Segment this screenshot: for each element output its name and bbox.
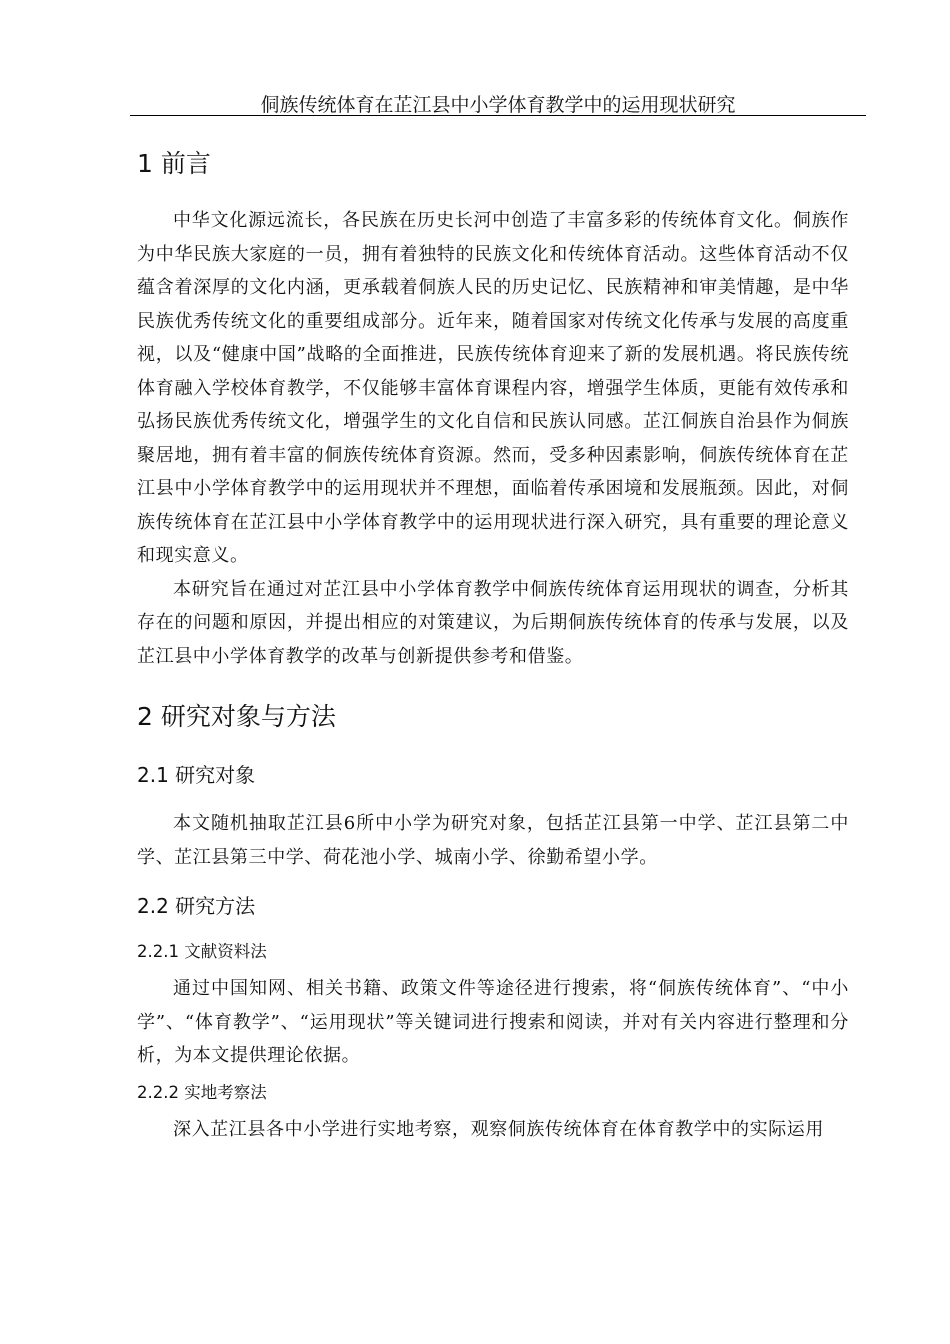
section-2-2-heading: 2.2 研究方法 (137, 894, 256, 918)
section-2-2-1-paragraph: 通过中国知网、相关书籍、政策文件等途径进行搜索，将“侗族传统体育”、“中小学”、“体育教学”、“运用现状”等关键词进行搜索和阅读，并对有关内容进行整理和分析，为本文提供理论依据。 (137, 978, 849, 1066)
running-header: 侗族传统体育在芷江县中小学体育教学中的运用现状研究 (260, 94, 736, 116)
header-rule (130, 115, 866, 116)
section-2-2-2-heading: 2.2.2 实地考察法 (137, 1082, 267, 1102)
section-2-2-2-paragraph: 深入芷江县各中小学进行实地考察，观察侗族传统体育在体育教学中的实际运用 (173, 1118, 824, 1140)
section-1-paragraph-1: 中华文化源远流长，各民族在历史长河中创造了丰富多彩的传统体育文化。侗族作为中华民族大家庭的一员，拥有着独特的民族文化和传统体育活动。这些体育活动不仅蕴含着深厚的文化内涵，更承载着侗族人民的历史记忆、民族精神和审美情趣，是中华民族优秀传统文化的重要组成部分。近年来，随着国家对传统文化传承与发展的高度重视，以及“健康中国”战略的全面推进，民族传统体育迎来了新的发展机遇。将民族传统体育融入学校体育教学，不仅能够丰富体育课程内容，增强学生体质，更能有效传承和弘扬民族优秀传统文化，增强学生的文化自信和民族认同感。芷江侗族自治县作为侗族聚居地，拥有着丰富的侗族传统体育资源。然而，受多种因素影响，侗族传统体育在芷江县中小学体育教学中的运用现状并不理想，面临着传承困境和发展瓶颈。因此，对侗族传统体育在芷江县中小学体育教学中的运用现状进行深入研究，具有重要的理论意义和现实意义。 (137, 210, 849, 566)
page-body (137, 138, 849, 1146)
section-1-paragraph-2: 本研究旨在通过对芷江县中小学体育教学中侗族传统体育运用现状的调查，分析其存在的问题和原因，并提出相应的对策建议，为后期侗族传统体育的传承与发展，以及芷江县中小学体育教学的改革与创新提供参考和借鉴。 (137, 578, 849, 667)
section-2-1-heading: 2.1 研究对象 (137, 763, 256, 787)
section-2-2-1-heading: 2.2.1 文献资料法 (137, 942, 267, 961)
section-2-heading: 2 研究对象与方法 (137, 702, 336, 731)
section-2-1-paragraph: 本文随机抽取芷江县6所中小学为研究对象，包括芷江县第一中学、芷江县第二中学、芷江县第三中学、荷花池小学、城南小学、徐勤希望小学。 (137, 813, 849, 868)
section-1-heading: 1 前言 (137, 149, 211, 178)
